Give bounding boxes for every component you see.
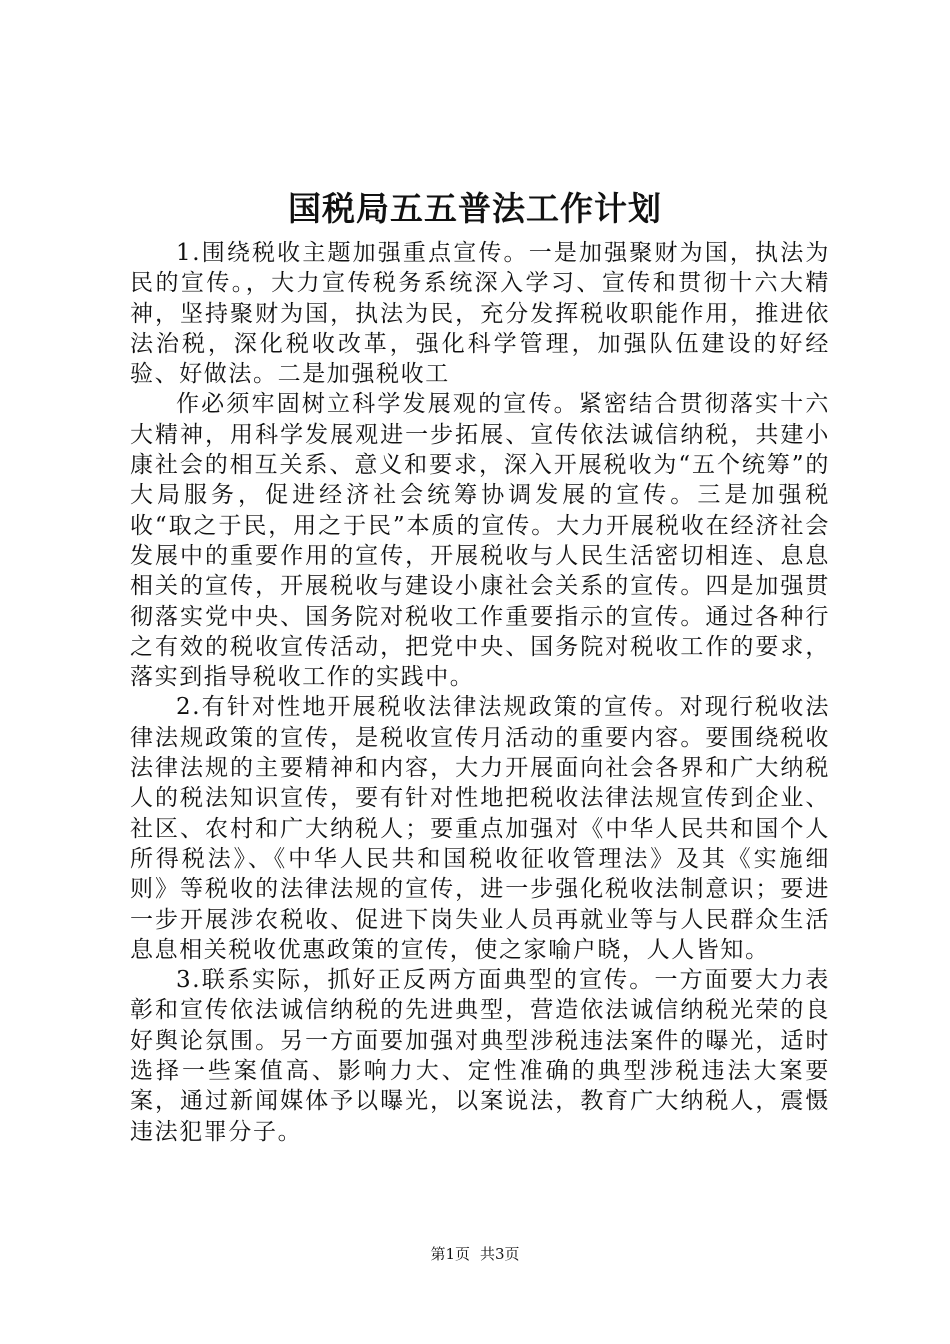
- document-body: [130, 238, 830, 1147]
- page-total: 共3页: [480, 1245, 520, 1263]
- paragraph-3: 2.有针对性地开展税收法律法规政策的宣传。对现行税收法律法规政策的宣传，是税收宣传月活动的重要内容。要围绕税收法律法规的主要精神和内容，大力开展面向社会各界和广大纳税人的税法知识宣传，要有针对性地把税收法律法规宣传到企业、社区、农村和广大纳税人；要重点加强对《中华人民共和国个人所得税法》、《中华人民共和国税收征收管理法》及其《实施细则》等税收的法律法规的宣传，进一步强化税收法制意识；要进一步开展涉农税收、促进下岗失业人员再就业等与人民群众生活息息相关税收优惠政策的宣传，使之家喻户晓，人人皆知。: [130, 694, 830, 963]
- page-footer: [0, 1244, 950, 1264]
- document-title: 国税局五五普法工作计划: [288, 189, 662, 228]
- page-number: 第1页: [430, 1245, 470, 1263]
- paragraph-2: 作必须牢固树立科学发展观的宣传。紧密结合贯彻落实十六大精神，用科学发展观进一步拓展、宣传依法诚信纳税，共建小康社会的相互关系、意义和要求，深入开展税收为“五个统筹”的大局服务，促进经济社会统筹协调发展的宣传。三是加强税收“取之于民，用之于民”本质的宣传。大力开展税收在经济社会发展中的重要作用的宣传，开展税收与人民生活密切相连、息息相关的宣传，开展税收与建设小康社会关系的宣传。四是加强贯彻落实党中央、国务院对税收工作重要指示的宣传。通过各种行之有效的税收宣传活动，把党中央、国务院对税收工作的要求，落实到指导税收工作的实践中。: [130, 391, 830, 691]
- paragraph-1: 1.围绕税收主题加强重点宣传。一是加强聚财为国，执法为民的宣传。，大力宣传税务系统深入学习、宣传和贯彻十六大精神，坚持聚财为国，执法为民，充分发挥税收职能作用，推进依法治税，深化税收改革，强化科学管理，加强队伍建设的好经验、好做法。二是加强税收工: [130, 240, 830, 388]
- paragraph-4: 3.联系实际，抓好正反两方面典型的宣传。一方面要大力表彰和宣传依法诚信纳税的先进典型，营造依法诚信纳税光荣的良好舆论氛围。另一方面要加强对典型涉税违法案件的曝光，适时选择一些案值高、影响力大、定性准确的典型涉税违法大案要案，通过新闻媒体予以曝光，以案说法，教育广大纳税人，震慑违法犯罪分子。: [130, 967, 830, 1145]
